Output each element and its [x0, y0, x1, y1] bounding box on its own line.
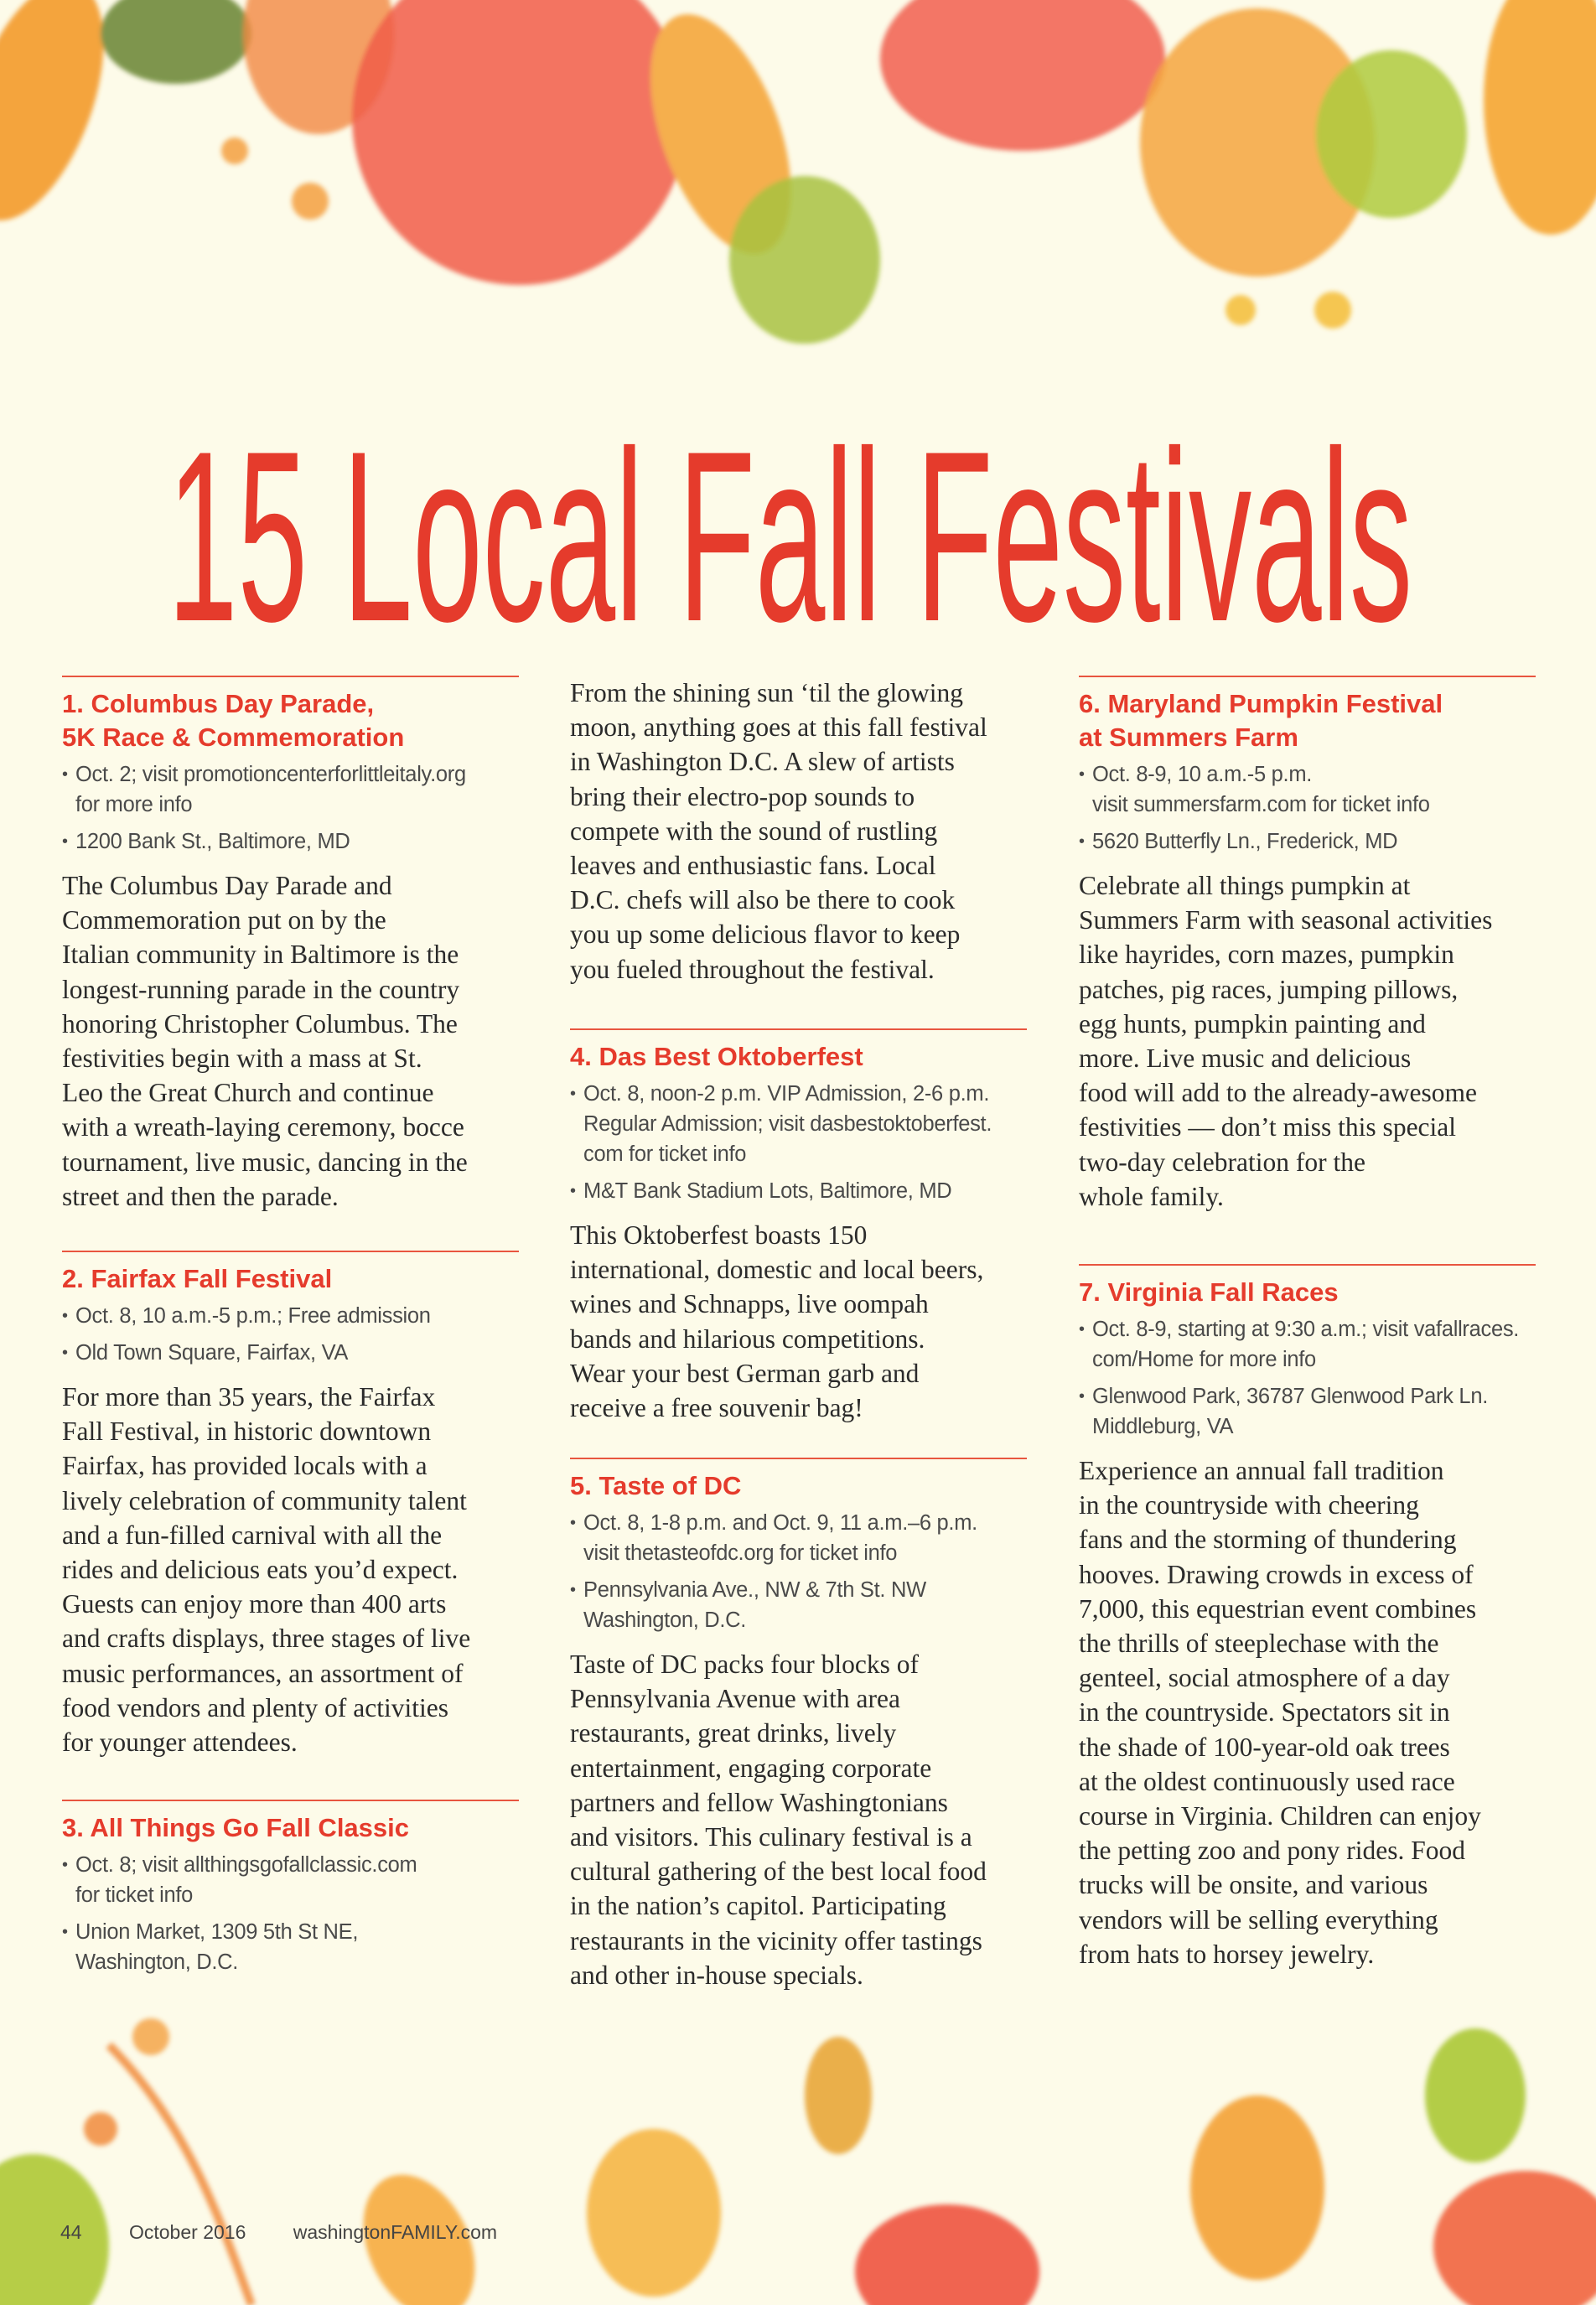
festival-date-info: • Oct. 8-9, 10 a.m.-5 p.m. visit summersfarm.com for ticket info — [1079, 759, 1536, 820]
section-divider — [570, 1028, 1027, 1030]
festival-location: • M&T Bank Stadium Lots, Baltimore, MD — [570, 1176, 1027, 1206]
festival-location: • 5620 Butterfly Ln., Frederick, MD — [1079, 826, 1536, 857]
page-title — [0, 369, 1596, 645]
festival-description: Taste of DC packs four blocks of Pennsylvania Avenue with area restaurants, great drinks, lively entertainment, engaging corporate partners and fellow Washingtonians and visitors. This culinary festival is a cultural gathering of the best local food in the nation’s capitol. Participating restaurants in the vicinity offer tastings and other in-house specials. — [570, 1650, 987, 1990]
festival-heading: 4. Das Best Oktoberfest — [570, 1042, 863, 1071]
festival-1 — [62, 676, 519, 1214]
festival-location: • Glenwood Park, 36787 Glenwood Park Ln. Middleburg, VA — [1079, 1381, 1536, 1442]
festival-heading: 3. All Things Go Fall Classic — [62, 1813, 410, 1842]
festival-date-info: • Oct. 8, noon-2 p.m. VIP Admission, 2-6 p.m. Regular Admission; visit dasbestoktoberfest. com for ticket info — [570, 1079, 1027, 1169]
issue-date: October 2016 — [128, 2221, 246, 2243]
festival-description: Experience an annual fall tradition in the countryside with cheering fans and the storming of thundering hooves. Drawing crowds in excess of 7,000, this equestrian event combines the thrills of steeplechase with the genteel, social atmosphere of a day in the countryside. Spectators sit in the shade of 100-year-old oak trees at the oldest continuously used race course in Virginia. Children can enjoy the petting zoo and pony rides. Food trucks will be onsite, and various vendors will be selling everything from hats to horsey jewelry. — [1079, 1456, 1481, 1969]
festival-6 — [1079, 676, 1536, 1214]
festival-location: • Union Market, 1309 5th St NE, Washington, D.C. — [62, 1917, 519, 1977]
festival-date-info: • Oct. 8, 10 a.m.-5 p.m.; Free admission — [62, 1301, 519, 1331]
festival-heading: 2. Fairfax Fall Festival — [62, 1264, 333, 1293]
festival-2 — [62, 1251, 519, 1759]
festival-date-info: • Oct. 8; visit allthingsgofallclassic.com for ticket info — [62, 1850, 519, 1910]
festival-location: • Pennsylvania Ave., NW & 7th St. NW Washington, D.C. — [570, 1575, 1027, 1635]
festival-date-info: • Oct. 8-9, starting at 9:30 a.m.; visit vafallraces. com/Home for more info — [1079, 1314, 1536, 1375]
festival-heading: 5. Taste of DC — [570, 1471, 742, 1500]
section-divider — [62, 1800, 519, 1801]
festival-description: Celebrate all things pumpkin at Summers Farm with seasonal activities like hayrides, corn mazes, pumpkin patches, pig races, jumping pillows, egg hunts, pumpkin painting and more. Live music and delicious food will add to the already-awesome festivities — don’t miss this special two-day celebration for the whole family. — [1079, 871, 1493, 1211]
festival-3 — [62, 1800, 519, 1984]
festival-description: From the shining sun ‘til the glowing moon, anything goes at this fall festival in Washington D.C. A slew of artists bring their electro-pop sounds to compete with the sound of rustling leaves and enthusiastic fans. Local D.C. chefs will also be there to cook you up some delicious flavor to keep you fueled throughout the festival. — [570, 678, 987, 984]
section-divider — [62, 1251, 519, 1252]
festival-4 — [570, 1028, 1027, 1425]
section-divider — [570, 1458, 1027, 1459]
section-divider — [62, 676, 519, 677]
festival-heading: 7. Virginia Fall Races — [1079, 1277, 1339, 1307]
festival-3-continued — [570, 676, 1027, 987]
festival-5 — [570, 1458, 1027, 1992]
autumn-leaves-decoration-top — [0, 0, 1596, 394]
page-number: 44 — [60, 2221, 82, 2243]
festival-date-info: • Oct. 8, 1-8 p.m. and Oct. 9, 11 a.m.–6 p.m. visit thetasteofdc.org for ticket info — [570, 1508, 1027, 1568]
section-divider — [1079, 1264, 1536, 1266]
svg-text:15 Local Fall Festivals: 15 Local Fall Festivals — [168, 401, 1412, 645]
festival-description: For more than 35 years, the Fairfax Fall Festival, in historic downtown Fairfax, has provided locals with a lively celebration of community talent and a fun-filled carnival with all the rides and delicious eats you’d expect. Guests can enjoy more than 400 arts and crafts displays, three stages of live music performances, an assortment of food vendors and plenty of activities for younger attendees. — [62, 1382, 471, 1758]
festival-heading: 6. Maryland Pumpkin Festival at Summers Farm — [1079, 689, 1443, 752]
section-divider — [1079, 676, 1536, 677]
page-footer — [60, 2221, 539, 2244]
festival-location: • 1200 Bank St., Baltimore, MD — [62, 826, 519, 857]
festival-date-info: • Oct. 2; visit promotioncenterforlittleitaly.org for more info — [62, 759, 519, 820]
festival-location: • Old Town Square, Fairfax, VA — [62, 1338, 519, 1368]
autumn-leaves-decoration-bottom — [0, 1995, 1596, 2305]
festival-description: This Oktoberfest boasts 150 international, domestic and local beers, wines and Schnapps, live oompah bands and hilarious competitions. Wear your best German garb and receive a free souvenir bag! — [570, 1220, 984, 1423]
festival-7 — [1079, 1264, 1536, 1971]
festival-description: The Columbus Day Parade and Commemoration put on by the Italian community in Baltimore is the longest-running parade in the country honoring Christopher Columbus. The festivities begin with a mass at St. Leo the Great Church and continue with a wreath-laying ceremony, bocce tournament, live music, dancing in the street and then the parade. — [62, 871, 468, 1211]
website-link[interactable]: washingtonFAMILY.com — [293, 2221, 498, 2243]
festival-heading: 1. Columbus Day Parade, 5K Race & Commemoration — [62, 689, 405, 752]
